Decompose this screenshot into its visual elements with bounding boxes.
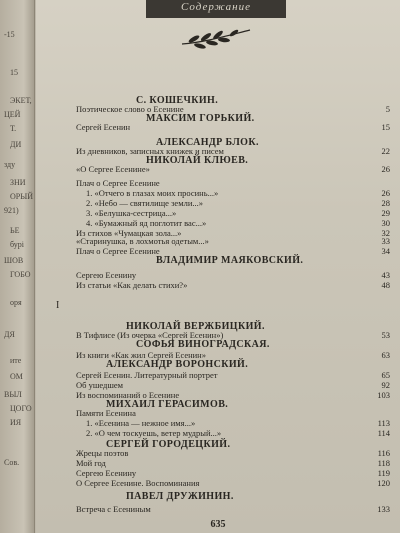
author-name: ВЛАДИМИР МАЯКОВСКИЙ. (156, 255, 304, 266)
entry-title: Памяти Есенина (76, 408, 136, 418)
entry-page-number: 26 (381, 188, 390, 198)
page-header (146, 0, 286, 18)
entry-page-number: 28 (381, 198, 390, 208)
prev-page-fragment: -15 (4, 30, 15, 39)
prev-page-fragment: ШОВ (4, 256, 24, 265)
entry-page-number: 103 (377, 390, 390, 400)
author-name: ПАВЕЛ ДРУЖИНИН. (126, 491, 234, 502)
prev-page-fragment: ОМ (10, 372, 23, 381)
entry-title: Сергею Есенину (76, 468, 137, 478)
prev-page-fragment: ГОБО (10, 270, 31, 279)
entry-title: 2. «О чем тоскуешь, ветер мудрый...» (86, 428, 222, 438)
entry-title: Поэтическое слово о Есенине (76, 104, 184, 114)
author-name: АЛЕКСАНДР ВОРОНСКИЙ. (106, 359, 249, 370)
prev-page-fragment: ЦОГО (10, 404, 32, 413)
entry-page-number: 33 (381, 236, 390, 246)
entry-title: 1. «Есенина — нежное имя...» (86, 418, 196, 428)
author-name: СЕРГЕЙ ГОРОДЕЦКИЙ. (106, 439, 231, 450)
prev-page-fragment: ЦЕЙ (4, 110, 21, 119)
entry-page-number: 65 (381, 370, 390, 380)
prev-page-fragment: бурі (10, 240, 24, 249)
entry-title: 2. «Небо — святилище земли...» (86, 198, 203, 208)
entry-title: Встреча с Есениным (76, 504, 151, 514)
prev-page-fragment: ВЫЛ (4, 390, 22, 399)
entry-page-number: 32 (381, 228, 390, 238)
prev-page-fragment: 921) (4, 206, 19, 215)
section-marker: I (56, 300, 60, 311)
prev-page-fragment: ЬЕ (10, 226, 20, 235)
prev-page-fragment: ите (10, 356, 22, 365)
prev-page-fragment: ИЯ (10, 418, 22, 427)
entry-page-number: 92 (381, 380, 390, 390)
entry-title: Из статьи «Как делать стихи?» (76, 280, 188, 290)
entry-page-number: 114 (377, 428, 390, 438)
author-name: АЛЕКСАНДР БЛОК. (156, 137, 259, 148)
book-page (36, 0, 400, 533)
entry-page-number: 118 (377, 458, 390, 468)
prev-page-fragment: ДИ (10, 140, 22, 149)
entry-title: Из стихов «Чумацкая зола...» (76, 228, 182, 238)
entry-page-number: 43 (381, 270, 390, 280)
entry-title: Об ушедшем (76, 380, 124, 390)
entry-title: Сергей Есенин (76, 122, 131, 132)
prev-page-fragment: оря (10, 298, 22, 307)
entry-page-number: 22 (381, 146, 390, 156)
author-name: НИКОЛАЙ ВЕРЖБИЦКИЙ. (126, 321, 265, 332)
author-name: МИХАИЛ ГЕРАСИМОВ. (106, 399, 229, 410)
entry-page-number: 15 (381, 122, 390, 132)
entry-page-number: 120 (377, 478, 390, 488)
entry-page-number: 5 (385, 104, 390, 114)
entry-title: 4. «Бумажный яд поглотит вас...» (86, 218, 207, 228)
header-title: Содержание (180, 1, 251, 13)
entry-title: Из книги «Как жил Сергей Есенин» (76, 350, 206, 360)
entry-title: Сергею Есенину (76, 270, 137, 280)
entry-title: В Тифлисе (Из очерка «Сергей Есенин») (76, 330, 224, 340)
entry-title: «Старинушка, в лохмотья одетым...» (76, 236, 209, 246)
previous-page-edge (0, 0, 35, 533)
entry-page-number: 113 (377, 418, 390, 428)
entry-page-number: 26 (381, 164, 390, 174)
author-name: СОФЬЯ ВИНОГРАДСКАЯ. (136, 339, 270, 350)
entry-page-number: 29 (381, 208, 390, 218)
entry-page-number: 133 (377, 504, 390, 514)
entry-page-number: 119 (377, 468, 390, 478)
prev-page-fragment: ЭКЕТ, (10, 96, 32, 105)
prev-page-fragment: ОРЫЙ (10, 192, 33, 201)
entry-page-number: 53 (381, 330, 390, 340)
entry-page-number: 116 (377, 448, 390, 458)
entry-title: 3. «Белушка-сестрица...» (86, 208, 177, 218)
entry-title: Мой год (76, 458, 106, 468)
entry-title: Из воспоминаний о Есенине (76, 390, 180, 400)
entry-title: Плач о Сергее Есенине (76, 178, 160, 188)
entry-title: Плач о Сергее Есенине (76, 246, 160, 256)
prev-page-fragment: ЗНИ (10, 178, 26, 187)
author-name: НИКОЛАЙ КЛЮЕВ. (146, 155, 249, 166)
page-number: 635 (210, 519, 226, 530)
entry-title: О Сергее Есенине. Воспоминания (76, 478, 200, 488)
entry-title: Из дневников, записных книжек и писем (76, 146, 224, 156)
entry-title: Жрецы поэтов (76, 448, 129, 458)
prev-page-fragment: зду (4, 160, 16, 169)
entry-page-number: 63 (381, 350, 390, 360)
author-name: МАКСИМ ГОРЬКИЙ. (146, 113, 255, 124)
prev-page-fragment: Т. (10, 124, 17, 133)
entry-title: Сергей Есенин. Литературный портрет (76, 370, 218, 380)
entry-page-number: 48 (381, 280, 390, 290)
author-name: С. КОШЕЧКИН. (136, 95, 219, 106)
prev-page-fragment: 15 (10, 68, 18, 77)
entry-page-number: 30 (381, 218, 390, 228)
prev-page-fragment: Сов. (4, 458, 20, 467)
entry-title: 1. «Отчего в глазах моих просинь...» (86, 188, 219, 198)
prev-page-fragment: ДЯ (4, 330, 15, 339)
entry-page-number: 34 (381, 246, 390, 256)
laurel-ornament-icon (176, 24, 256, 50)
entry-title: «О Сергее Есенине» (76, 164, 150, 174)
